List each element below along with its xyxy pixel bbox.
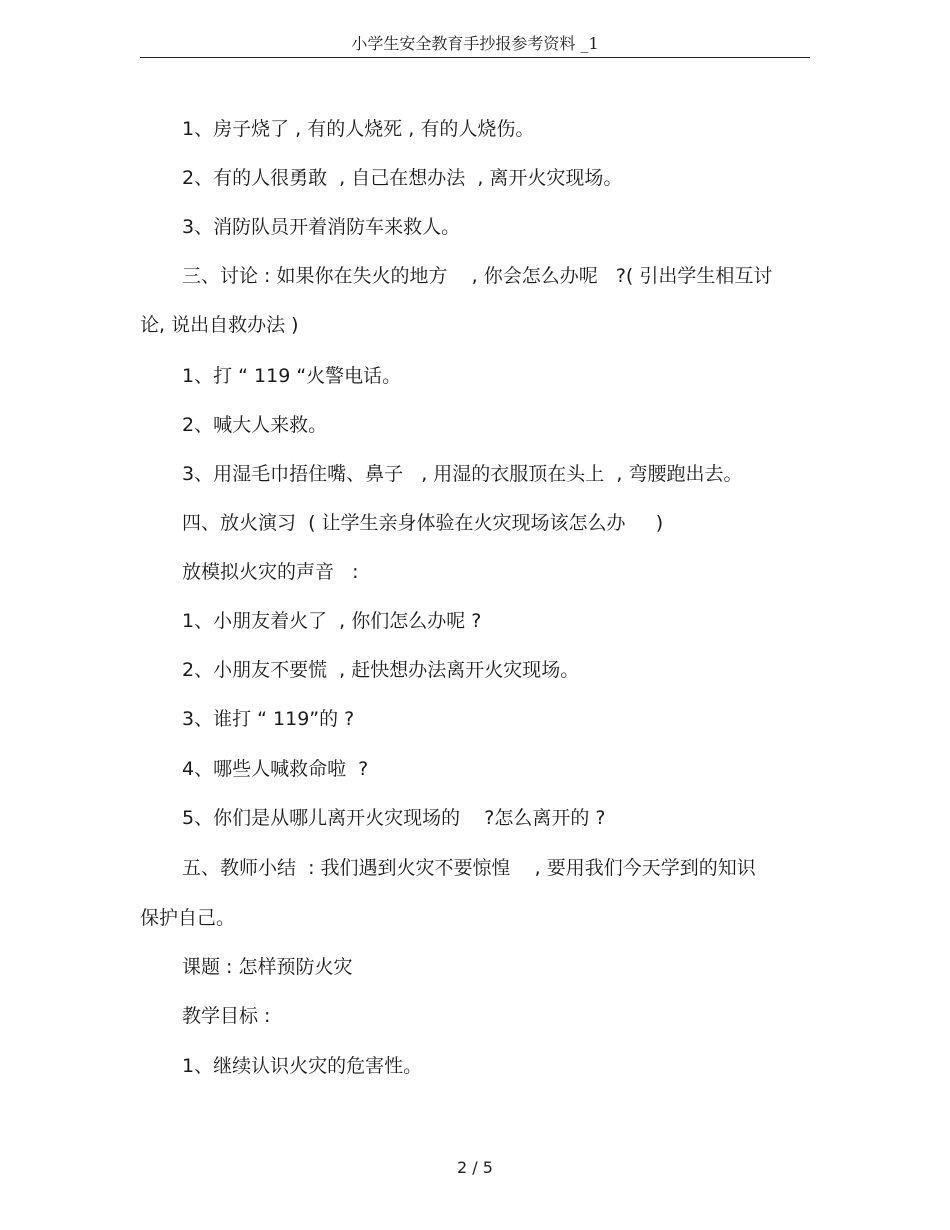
- paragraph-line: 1、打 “ 119 “火警电话。: [182, 365, 402, 387]
- paragraph-line: 放模拟火灾的声音 :: [182, 561, 359, 583]
- paragraph-line: 1、小朋友着火了 , 你们怎么办呢 ?: [182, 610, 482, 632]
- paragraph-line: 课题 : 怎样预防火灾: [182, 956, 353, 978]
- header-title: 小学生安全教育手抄报参考资料 _1: [351, 34, 599, 53]
- paragraph-line: 2、小朋友不要慌 , 赶快想办法离开火灾现场。: [182, 659, 580, 681]
- paragraph-line: 2、有的人很勇敢 , 自己在想办法 , 离开火灾现场。: [182, 167, 623, 189]
- page-footer: [0, 1157, 950, 1179]
- paragraph-line: 3、消防队员开着消防车来救人。: [182, 216, 461, 238]
- page-header: [140, 30, 810, 58]
- paragraph-line: 三、讨论 : 如果你在失火的地方 , 你会怎么办呢 ?( 引出学生相互讨: [182, 265, 773, 287]
- paragraph-line: 1、继续认识火灾的危害性。: [182, 1055, 423, 1077]
- paragraph-line: 论, 说出自救办法 ): [140, 314, 299, 336]
- paragraph-line: 4、哪些人喊救命啦 ?: [182, 758, 369, 780]
- paragraph-line: 四、放火演习 ( 让学生亲身体验在火灾现场该怎么办 ): [182, 512, 664, 534]
- paragraph-line: 保护自己。: [140, 907, 236, 929]
- paragraph-line: 教学目标 :: [182, 1005, 271, 1027]
- page-number: 2 / 5: [457, 1158, 493, 1177]
- paragraph-line: 2、喊大人来救。: [182, 414, 328, 436]
- paragraph-line: 1、房子烧了 , 有的人烧死 , 有的人烧伤。: [182, 118, 535, 140]
- paragraph-line: 3、用湿毛巾捂住嘴、鼻子 , 用湿的衣服顶在头上 , 弯腰跑出去。: [182, 463, 743, 485]
- paragraph-line: 3、谁打 “ 119”的 ?: [182, 708, 355, 730]
- paragraph-line: 5、你们是从哪儿离开火灾现场的 ?怎么离开的 ?: [182, 807, 606, 829]
- paragraph-line: 五、教师小结 : 我们遇到火灾不要惊惶 , 要用我们今天学到的知识: [182, 857, 756, 879]
